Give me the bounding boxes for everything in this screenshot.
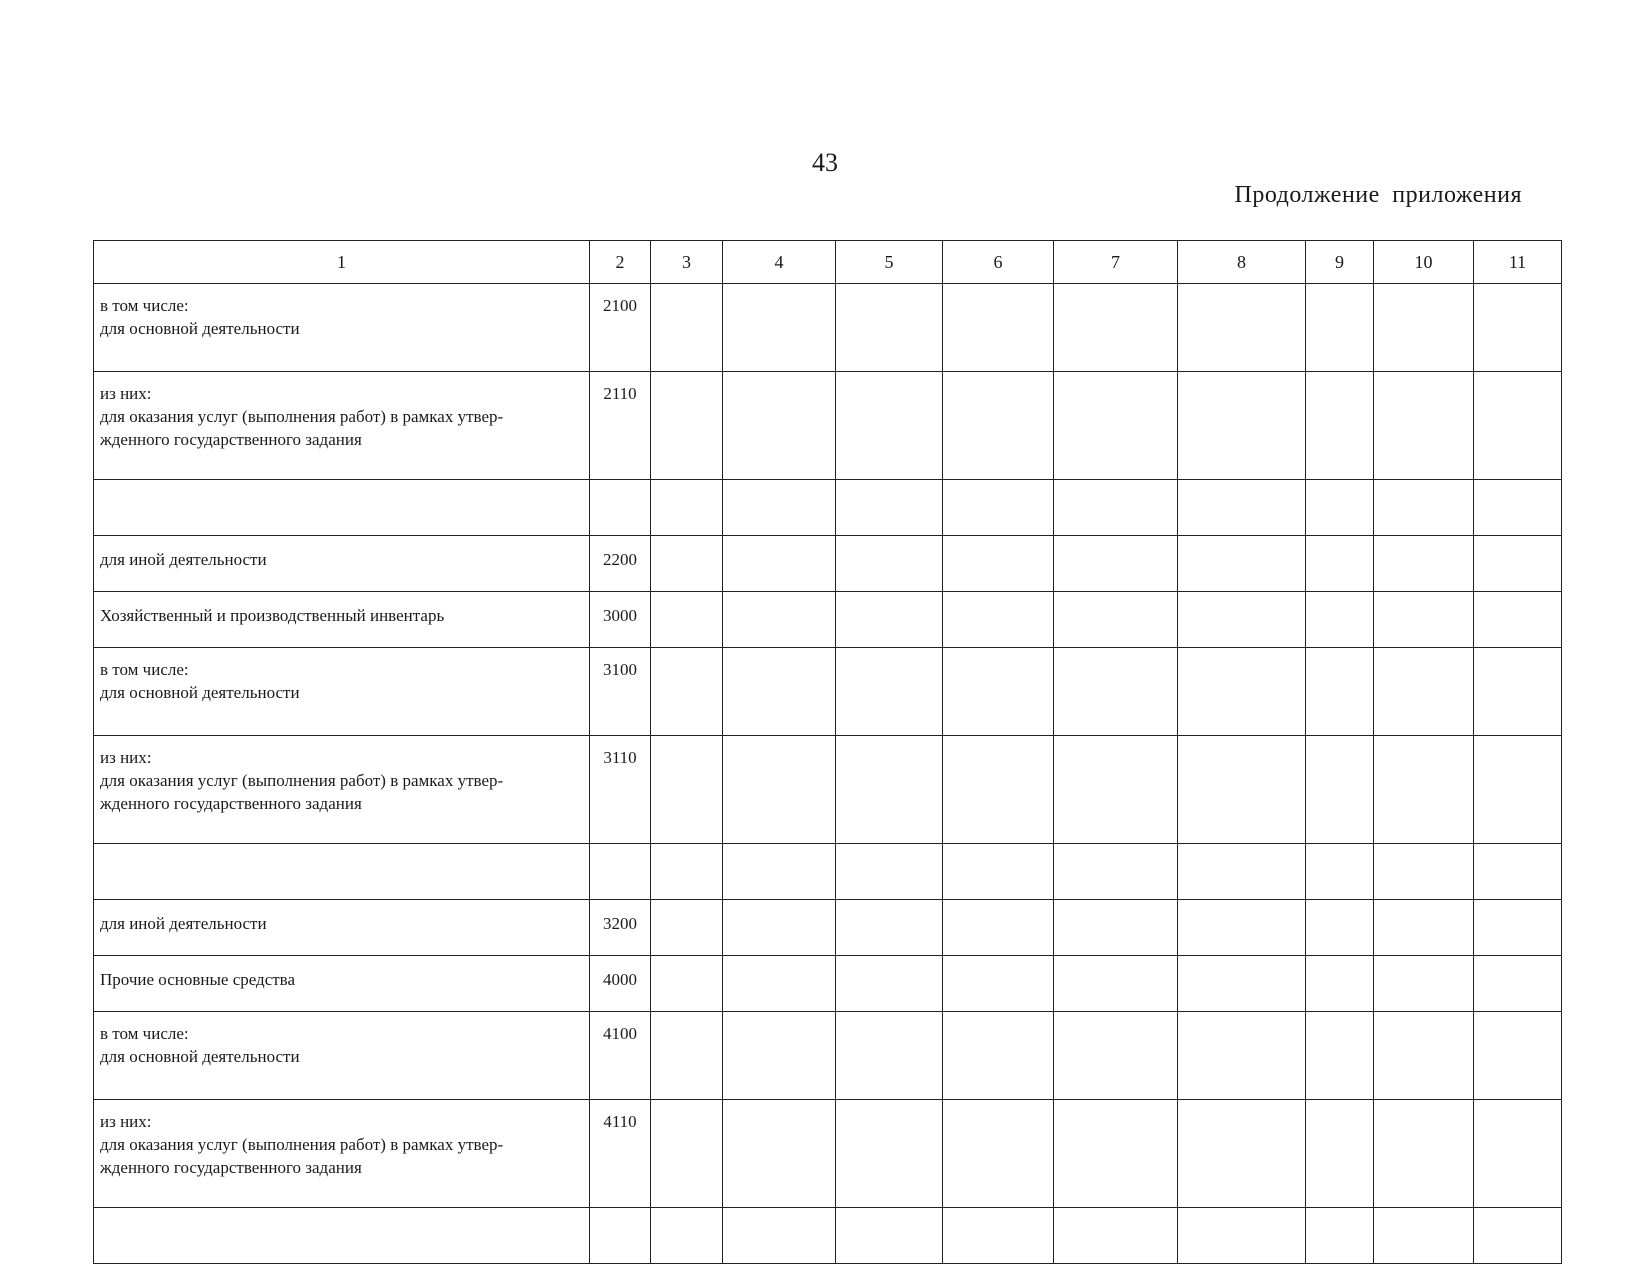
row-code: 3100: [590, 648, 651, 736]
value-cell-col-9[interactable]: [1306, 536, 1374, 592]
column-header-8: 8: [1178, 241, 1306, 284]
value-cell-col-8[interactable]: [1178, 900, 1306, 956]
value-cell-col-8[interactable]: [1178, 536, 1306, 592]
value-cell-col-8[interactable]: [1178, 284, 1306, 372]
value-cell-col-5[interactable]: [836, 844, 943, 900]
value-cell-col-6[interactable]: [943, 1208, 1054, 1264]
table-body: [94, 284, 1562, 1264]
value-cell-col-11[interactable]: [1474, 648, 1562, 736]
table-row: [94, 1208, 1562, 1264]
table-row: [94, 1012, 1562, 1100]
column-header-7: 7: [1054, 241, 1178, 284]
value-cell-col-4[interactable]: [723, 1012, 836, 1100]
value-cell-col-7[interactable]: [1054, 1012, 1178, 1100]
value-cell-col-7[interactable]: [1054, 1208, 1178, 1264]
value-cell-col-9[interactable]: [1306, 844, 1374, 900]
row-label-line: из них:: [100, 1112, 152, 1131]
column-header-4: 4: [723, 241, 836, 284]
value-cell-col-4[interactable]: [723, 480, 836, 536]
row-label-line: в том числе:: [100, 296, 189, 315]
value-cell-col-10[interactable]: [1374, 592, 1474, 648]
value-cell-col-8[interactable]: [1178, 480, 1306, 536]
row-label-line: из них:: [100, 748, 152, 767]
value-cell-col-5[interactable]: [836, 900, 943, 956]
value-cell-col-11[interactable]: [1474, 284, 1562, 372]
value-cell-col-4[interactable]: [723, 736, 836, 844]
value-cell-col-6[interactable]: [943, 372, 1054, 480]
value-cell-col-5[interactable]: [836, 1100, 943, 1208]
row-label-line: для основной деятельности: [100, 1047, 300, 1066]
row-code: 4110: [590, 1100, 651, 1208]
row-label-line: для оказания услуг (выполнения работ) в рамках утвер-: [100, 407, 504, 426]
value-cell-col-3[interactable]: [651, 736, 723, 844]
row-code: 2110: [590, 372, 651, 480]
row-code: 2200: [590, 536, 651, 592]
column-header-11: 11: [1474, 241, 1562, 284]
row-label: [94, 648, 590, 736]
value-cell-col-10[interactable]: [1374, 284, 1474, 372]
row-code: 3200: [590, 900, 651, 956]
value-cell-col-3[interactable]: [651, 284, 723, 372]
value-cell-col-11[interactable]: [1474, 844, 1562, 900]
row-code: 4100: [590, 1012, 651, 1100]
value-cell-col-9[interactable]: [1306, 1208, 1374, 1264]
value-cell-col-6[interactable]: [943, 480, 1054, 536]
value-cell-col-11[interactable]: [1474, 372, 1562, 480]
value-cell-col-7[interactable]: [1054, 956, 1178, 1012]
value-cell-col-4[interactable]: [723, 284, 836, 372]
row-label: [94, 900, 590, 956]
row-code: 4000: [590, 956, 651, 1012]
value-cell-col-10[interactable]: [1374, 536, 1474, 592]
row-label: [94, 480, 590, 536]
table-row: [94, 536, 1562, 592]
value-cell-col-11[interactable]: [1474, 736, 1562, 844]
value-cell-col-5[interactable]: [836, 956, 943, 1012]
row-label: [94, 372, 590, 480]
table-row: [94, 956, 1562, 1012]
row-code: 3000: [590, 592, 651, 648]
value-cell-col-6[interactable]: [943, 956, 1054, 1012]
value-cell-col-7[interactable]: [1054, 536, 1178, 592]
row-label-line: для иной деятельности: [100, 550, 267, 569]
table-row: [94, 480, 1562, 536]
row-label-line: для оказания услуг (выполнения работ) в рамках утвер-: [100, 1135, 504, 1154]
value-cell-col-10[interactable]: [1374, 648, 1474, 736]
value-cell-col-5[interactable]: [836, 536, 943, 592]
value-cell-col-4[interactable]: [723, 900, 836, 956]
value-cell-col-11[interactable]: [1474, 900, 1562, 956]
table-row: [94, 900, 1562, 956]
row-label: [94, 1208, 590, 1264]
value-cell-col-10[interactable]: [1374, 1100, 1474, 1208]
value-cell-col-7[interactable]: [1054, 592, 1178, 648]
value-cell-col-6[interactable]: [943, 592, 1054, 648]
row-label-line: жденного государственного задания: [100, 794, 362, 813]
row-label-line: Прочие основные средства: [100, 970, 296, 989]
value-cell-col-10[interactable]: [1374, 1012, 1474, 1100]
value-cell-col-10[interactable]: [1374, 480, 1474, 536]
value-cell-col-4[interactable]: [723, 648, 836, 736]
value-cell-col-10[interactable]: [1374, 372, 1474, 480]
table-row: [94, 736, 1562, 844]
value-cell-col-6[interactable]: [943, 648, 1054, 736]
value-cell-col-8[interactable]: [1178, 1208, 1306, 1264]
value-cell-col-9[interactable]: [1306, 284, 1374, 372]
value-cell-col-3[interactable]: [651, 1100, 723, 1208]
value-cell-col-4[interactable]: [723, 1208, 836, 1264]
row-label: [94, 736, 590, 844]
value-cell-col-8[interactable]: [1178, 956, 1306, 1012]
value-cell-col-7[interactable]: [1054, 844, 1178, 900]
row-label-line: из них:: [100, 384, 152, 403]
row-label: [94, 1100, 590, 1208]
value-cell-col-3[interactable]: [651, 1208, 723, 1264]
value-cell-col-10[interactable]: [1374, 844, 1474, 900]
row-code: [590, 844, 651, 900]
continuation-label: Продолжение приложения: [1234, 182, 1522, 208]
row-label-line: в том числе:: [100, 660, 189, 679]
column-header-6: 6: [943, 241, 1054, 284]
value-cell-col-3[interactable]: [651, 1012, 723, 1100]
value-cell-col-3[interactable]: [651, 536, 723, 592]
value-cell-col-9[interactable]: [1306, 480, 1374, 536]
row-label-line: в том числе:: [100, 1024, 189, 1043]
row-label-line: Хозяйственный и производственный инвентарь: [100, 606, 445, 625]
value-cell-col-8[interactable]: [1178, 1012, 1306, 1100]
value-cell-col-3[interactable]: [651, 900, 723, 956]
row-label-line: для основной деятельности: [100, 683, 300, 702]
table-row: [94, 592, 1562, 648]
row-label: [94, 956, 590, 1012]
value-cell-col-7[interactable]: [1054, 648, 1178, 736]
value-cell-col-5[interactable]: [836, 592, 943, 648]
table-row: [94, 844, 1562, 900]
value-cell-col-9[interactable]: [1306, 648, 1374, 736]
value-cell-col-8[interactable]: [1178, 592, 1306, 648]
value-cell-col-5[interactable]: [836, 284, 943, 372]
value-cell-col-7[interactable]: [1054, 1100, 1178, 1208]
value-cell-col-7[interactable]: [1054, 736, 1178, 844]
value-cell-col-9[interactable]: [1306, 372, 1374, 480]
value-cell-col-6[interactable]: [943, 844, 1054, 900]
value-cell-col-7[interactable]: [1054, 480, 1178, 536]
value-cell-col-7[interactable]: [1054, 284, 1178, 372]
value-cell-col-10[interactable]: [1374, 956, 1474, 1012]
value-cell-col-3[interactable]: [651, 592, 723, 648]
value-cell-col-10[interactable]: [1374, 1208, 1474, 1264]
value-cell-col-11[interactable]: [1474, 956, 1562, 1012]
row-code: 3110: [590, 736, 651, 844]
header-row: [94, 241, 1562, 284]
value-cell-col-11[interactable]: [1474, 536, 1562, 592]
row-label-line: жденного государственного задания: [100, 1158, 362, 1177]
row-code: 2100: [590, 284, 651, 372]
row-code: [590, 1208, 651, 1264]
value-cell-col-5[interactable]: [836, 648, 943, 736]
row-code: [590, 480, 651, 536]
value-cell-col-11[interactable]: [1474, 1012, 1562, 1100]
value-cell-col-8[interactable]: [1178, 1100, 1306, 1208]
row-label: [94, 844, 590, 900]
value-cell-col-6[interactable]: [943, 736, 1054, 844]
value-cell-col-7[interactable]: [1054, 900, 1178, 956]
value-cell-col-6[interactable]: [943, 1100, 1054, 1208]
row-label: [94, 536, 590, 592]
column-header-1: 1: [94, 241, 590, 284]
value-cell-col-3[interactable]: [651, 956, 723, 1012]
table-row: [94, 648, 1562, 736]
value-cell-col-4[interactable]: [723, 372, 836, 480]
column-header-5: 5: [836, 241, 943, 284]
table-row: [94, 284, 1562, 372]
row-label: [94, 1012, 590, 1100]
value-cell-col-4[interactable]: [723, 536, 836, 592]
value-cell-col-10[interactable]: [1374, 736, 1474, 844]
value-cell-col-7[interactable]: [1054, 372, 1178, 480]
page-number: 43: [812, 148, 838, 177]
value-cell-col-11[interactable]: [1474, 592, 1562, 648]
row-label: [94, 592, 590, 648]
value-cell-col-6[interactable]: [943, 900, 1054, 956]
value-cell-col-10[interactable]: [1374, 900, 1474, 956]
value-cell-col-5[interactable]: [836, 1012, 943, 1100]
row-label: [94, 284, 590, 372]
value-cell-col-9[interactable]: [1306, 1012, 1374, 1100]
value-cell-col-5[interactable]: [836, 372, 943, 480]
value-cell-col-3[interactable]: [651, 372, 723, 480]
column-header-2: 2: [590, 241, 651, 284]
value-cell-col-4[interactable]: [723, 956, 836, 1012]
table-row: [94, 372, 1562, 480]
value-cell-col-9[interactable]: [1306, 956, 1374, 1012]
value-cell-col-8[interactable]: [1178, 736, 1306, 844]
value-cell-col-8[interactable]: [1178, 648, 1306, 736]
value-cell-col-3[interactable]: [651, 480, 723, 536]
row-label-line: для основной деятельности: [100, 319, 300, 338]
value-cell-col-8[interactable]: [1178, 844, 1306, 900]
column-header-10: 10: [1374, 241, 1474, 284]
value-cell-col-6[interactable]: [943, 1012, 1054, 1100]
value-cell-col-3[interactable]: [651, 648, 723, 736]
row-label-line: для оказания услуг (выполнения работ) в рамках утвер-: [100, 771, 504, 790]
value-cell-col-6[interactable]: [943, 536, 1054, 592]
value-cell-col-9[interactable]: [1306, 900, 1374, 956]
value-cell-col-3[interactable]: [651, 844, 723, 900]
value-cell-col-5[interactable]: [836, 736, 943, 844]
value-cell-col-9[interactable]: [1306, 736, 1374, 844]
table-row: [94, 1100, 1562, 1208]
value-cell-col-8[interactable]: [1178, 372, 1306, 480]
row-label-line: жденного государственного задания: [100, 430, 362, 449]
value-cell-col-11[interactable]: [1474, 1100, 1562, 1208]
value-cell-col-9[interactable]: [1306, 592, 1374, 648]
report-table: [93, 240, 1562, 1264]
value-cell-col-9[interactable]: [1306, 1100, 1374, 1208]
value-cell-col-5[interactable]: [836, 1208, 943, 1264]
row-label-line: для иной деятельности: [100, 914, 267, 933]
value-cell-col-11[interactable]: [1474, 480, 1562, 536]
value-cell-col-5[interactable]: [836, 480, 943, 536]
value-cell-col-4[interactable]: [723, 1100, 836, 1208]
value-cell-col-11[interactable]: [1474, 1208, 1562, 1264]
column-header-3: 3: [651, 241, 723, 284]
column-header-9: 9: [1306, 241, 1374, 284]
value-cell-col-4[interactable]: [723, 844, 836, 900]
value-cell-col-6[interactable]: [943, 284, 1054, 372]
value-cell-col-4[interactable]: [723, 592, 836, 648]
